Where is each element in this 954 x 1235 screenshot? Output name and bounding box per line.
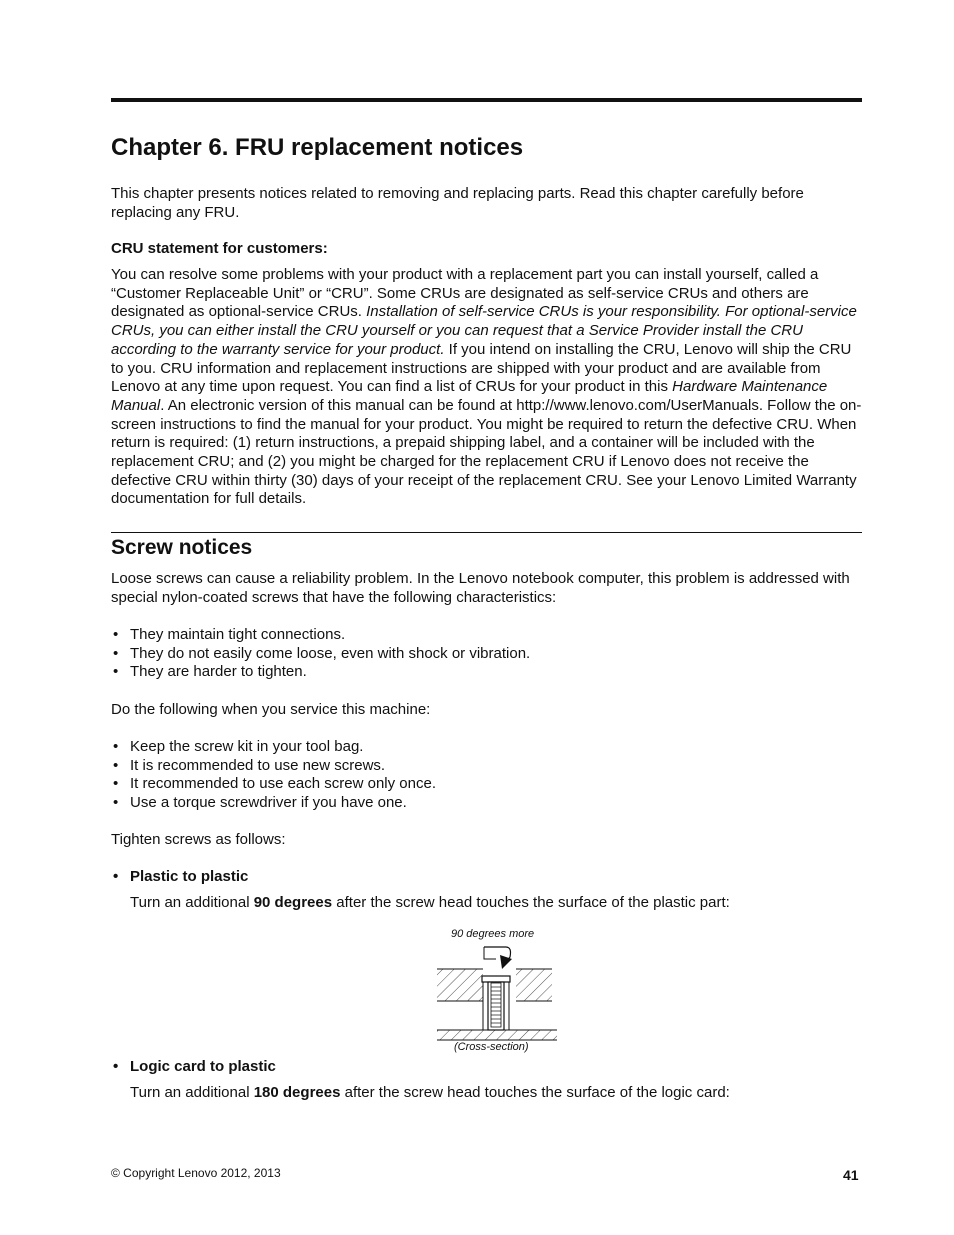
plastic-text-pre: Turn an additional: [130, 894, 254, 911]
list-item: • It recommended to use each screw only once.: [111, 775, 851, 794]
screw-intro: Loose screws can cause a reliability problem. In the Lenovo notebook computer, this problem is addressed with special nylon-coated screws that have the following characteristics:: [111, 570, 850, 606]
logic-text-pre: Turn an additional: [130, 1084, 254, 1101]
screw-heading: Screw notices: [111, 536, 253, 559]
cru-text-3: . An electronic version of this manual can be found at http://www.lenovo.com/UserManuals. Follow the on-screen instructions to find the manual for your product. You might be required to return the defective CRU. When return is required: (1) return instructions, a prepaid shipping label, and a container will be included with the replacement CRU; and (2) you might be charged for the replacement CRU if Lenovo does not receive the defective CRU within thirty (30) days of your receipt of the replacement CRU. See your Lenovo Limited Warranty documentation for full details.: [111, 396, 862, 508]
plastic-text-post: after the screw head touches the surface of the plastic part:: [332, 894, 730, 911]
screw-diagram: [430, 925, 570, 1060]
logic-degrees: 180 degrees: [253, 1084, 341, 1101]
screw-cross-section-figure: [430, 925, 570, 1060]
service-list: [111, 738, 851, 813]
list-item: • Keep the screw kit in your tool bag.: [111, 738, 851, 757]
page-number: 41: [843, 1167, 859, 1183]
bullet: •: [113, 868, 119, 885]
cru-italic-1: Installation of self-service CRUs is your responsibility. For optional-service CRUs, you can either install the CRU yourself or you can request that a Service Provider install the CRU according to the warranty service for your product.: [111, 303, 857, 358]
cru-manual-title: Hardware Maintenance Manual: [111, 378, 828, 414]
top-rule: [111, 98, 862, 102]
tighten-intro: Tighten screws as follows:: [111, 831, 286, 848]
intro-paragraph: This chapter presents notices related to removing and replacing parts. Read this chapter carefully before replacing any FRU.: [111, 185, 804, 221]
cru-text-2: If you intend on installing the CRU, Lenovo will ship the CRU to you. CRU information and replacement instructions are shipped with your product and are available from Lenovo at any time upon request. You can find a list of CRUs for your product in this: [111, 340, 852, 396]
list-item: • Use a torque screwdriver if you have one.: [111, 794, 851, 813]
cru-paragraph: [111, 266, 863, 509]
logic-heading-label: Logic card to plastic: [130, 1058, 276, 1075]
list-item: • They do not easily come loose, even with shock or vibration.: [111, 645, 851, 664]
cru-heading: CRU statement for customers:: [111, 240, 328, 257]
plastic-instruction: [130, 894, 730, 911]
characteristics-list: [111, 626, 851, 682]
service-intro: Do the following when you service this machine:: [111, 701, 431, 718]
section-rule: [111, 532, 862, 533]
plastic-heading-label: Plastic to plastic: [130, 868, 249, 885]
chapter-title: Chapter 6. FRU replacement notices: [111, 134, 524, 161]
logic-heading: [111, 1058, 276, 1075]
cru-text-1: You can resolve some problems with your product with a replacement part you can install yourself, called a “Customer Replaceable Unit” or “CRU”. Some CRUs are designated as self-service CRUs and others are designated as optional-service CRUs.: [111, 266, 819, 321]
figure-caption-bottom: (Cross-section): [454, 1041, 529, 1053]
list-item: • It is recommended to use new screws.: [111, 757, 851, 776]
bullet: •: [113, 1058, 119, 1075]
list-item: • They maintain tight connections.: [111, 626, 851, 645]
copyright-notice: © Copyright Lenovo 2012, 2013: [111, 1166, 281, 1180]
figure-caption-top: 90 degrees more: [451, 928, 535, 940]
plastic-degrees: 90 degrees: [253, 894, 333, 911]
logic-instruction: [130, 1084, 730, 1101]
list-item: • They are harder to tighten.: [111, 663, 851, 682]
logic-text-post: after the screw head touches the surface of the logic card:: [340, 1084, 730, 1101]
plastic-heading: [111, 868, 248, 885]
